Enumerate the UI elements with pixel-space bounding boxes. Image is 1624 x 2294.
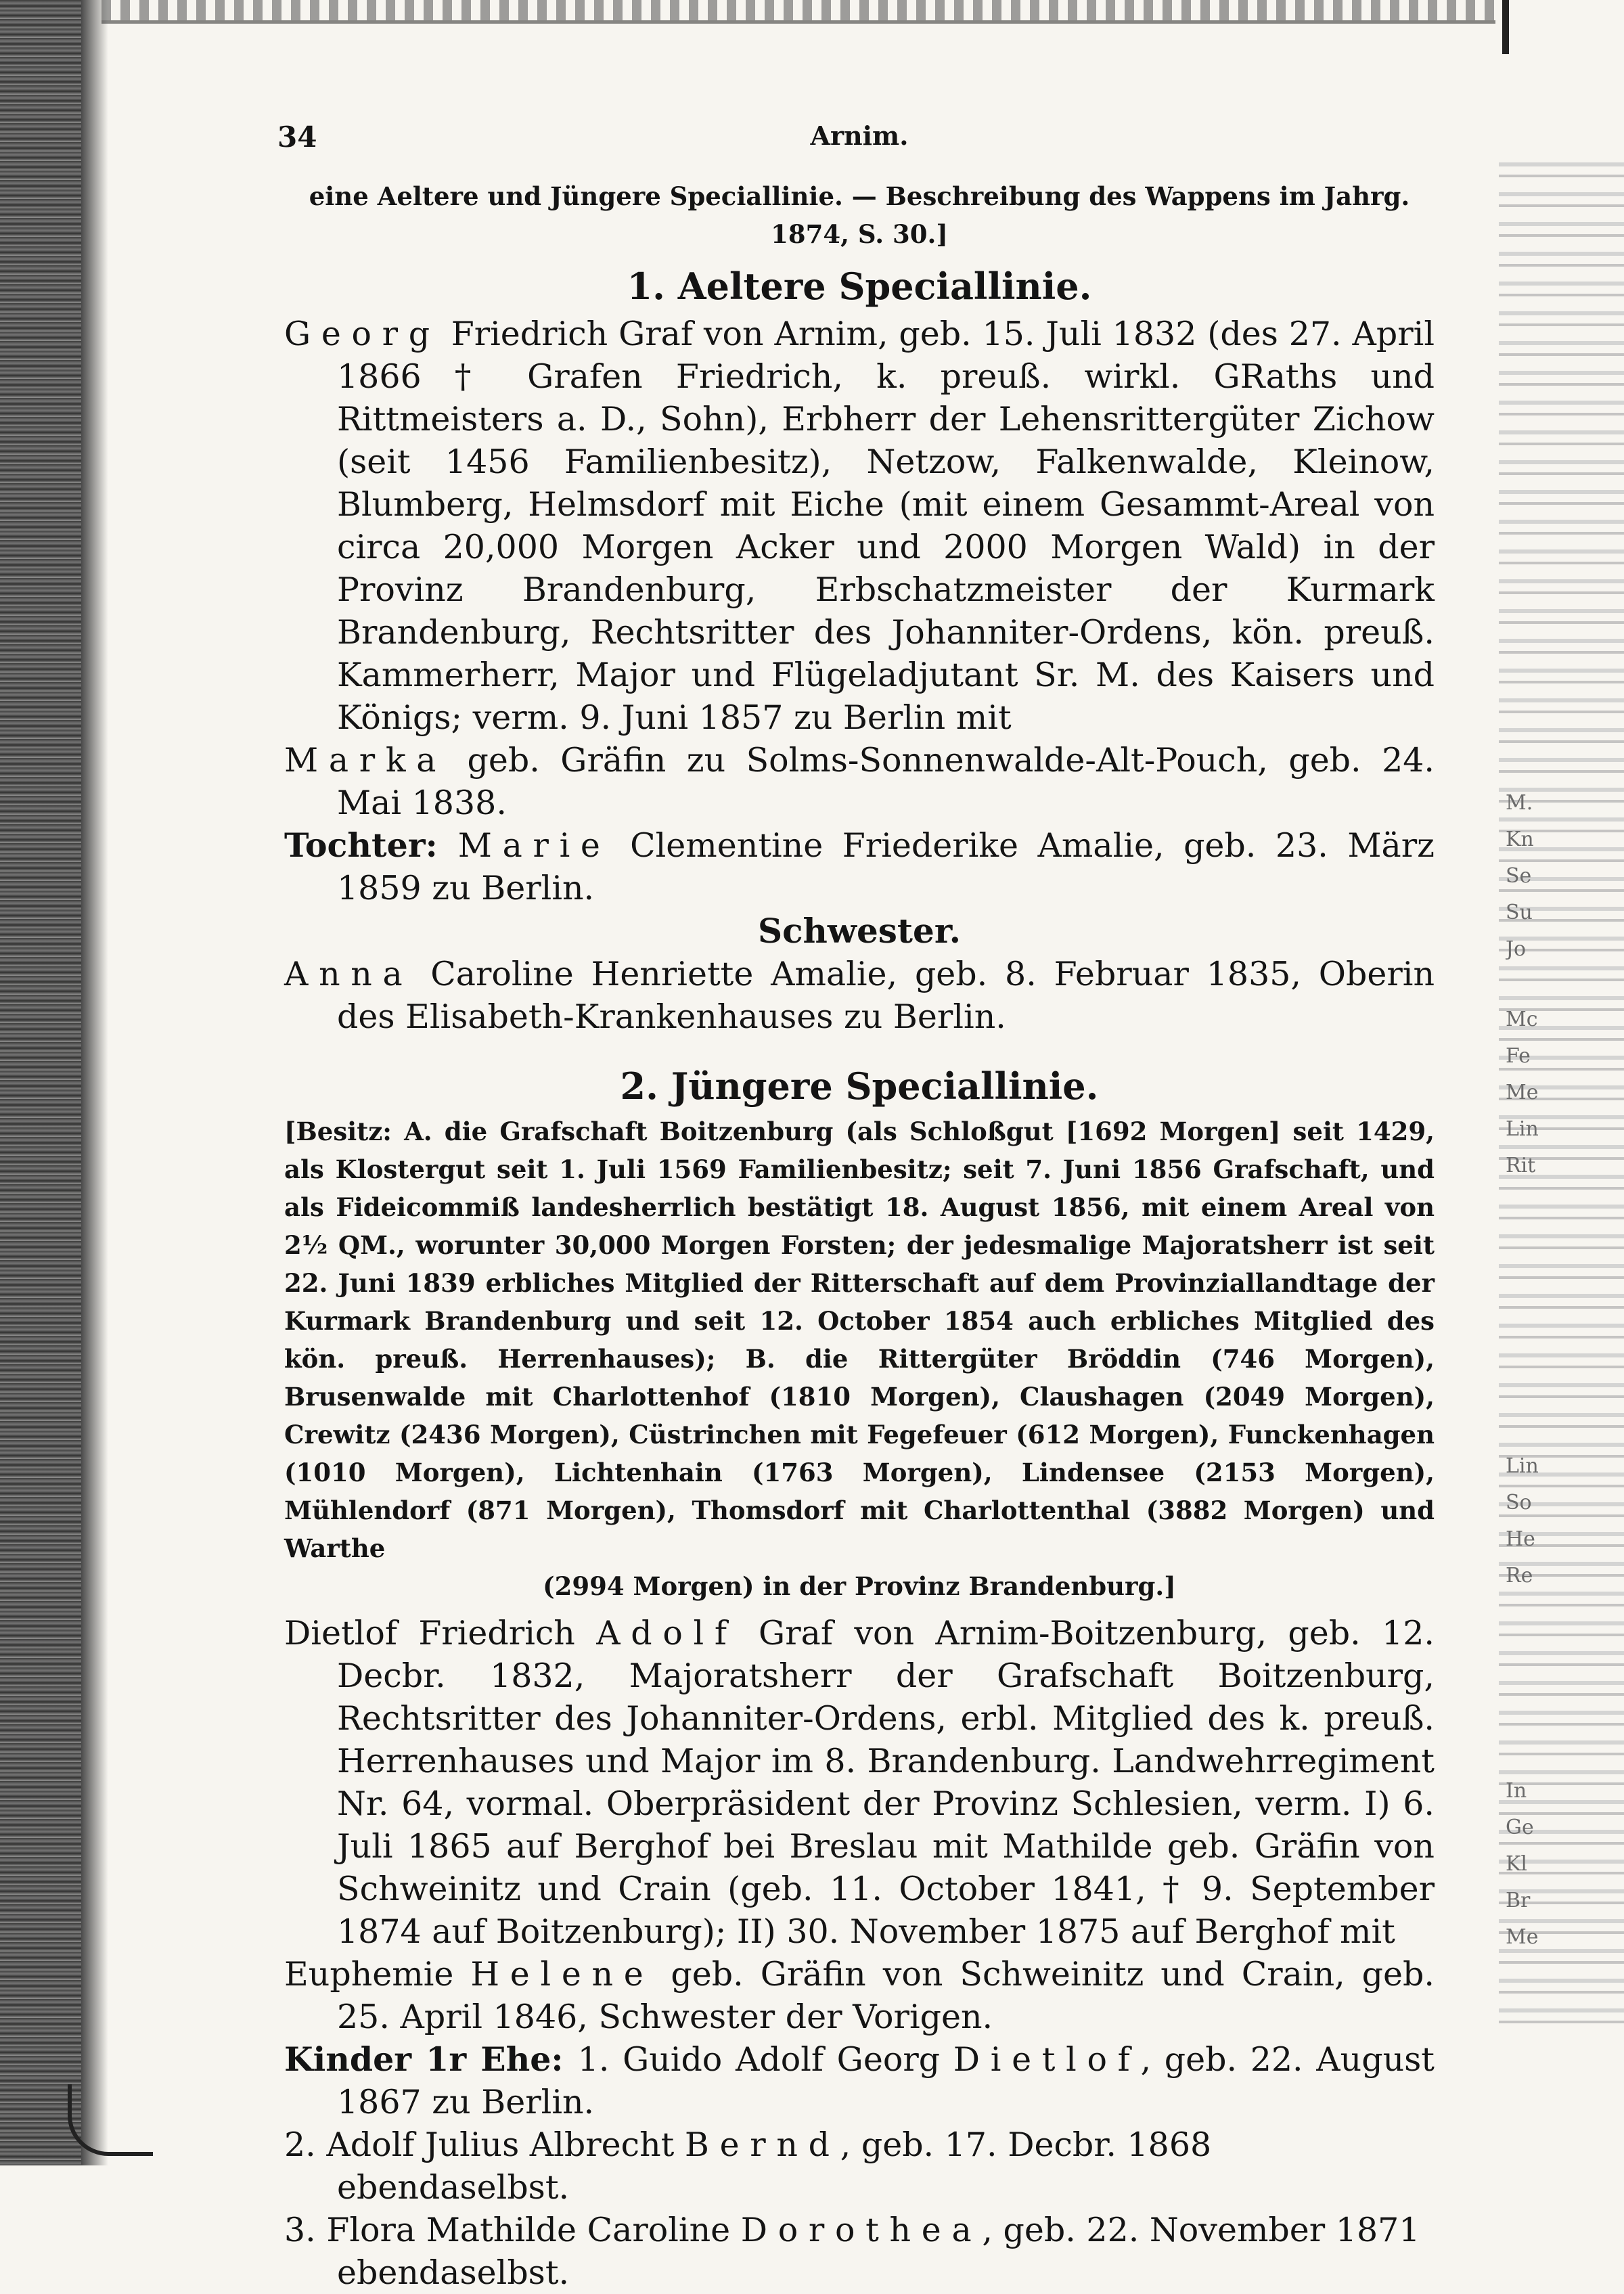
- section-heading-aeltere: 1. Aeltere Speciallinie.: [627, 265, 1092, 308]
- entry-text: geb. Gräfin von Schweinitz und Crain, geb. 25. April 1846, Schwester der Vorigen.: [337, 1955, 1435, 2036]
- besitz-paragraph-end: (2994 Morgen) in der Provinz Brandenburg.]: [543, 1571, 1176, 1601]
- entry-label: Tochter:: [284, 826, 458, 865]
- child-name: Dietlof: [953, 2040, 1141, 2079]
- child-name: Dorothea: [740, 2211, 983, 2249]
- intro-line: 1874, S. 30.]: [771, 219, 948, 249]
- entry-child-2: [284, 2123, 1435, 2209]
- bleed-through-fragment: Mc Fe Me Lin Rit: [1506, 1008, 1539, 1177]
- bleed-through-fragment: M. Kn Se Su Jo: [1506, 791, 1534, 961]
- entry-text: Graf von Arnim-Boitzenburg, geb. 12. Decbr. 1832, Majoratsherr der Grafschaft Boitzenburg, Rechtsritter des Johanniter-Ordens, erbl. Mitglied des k. preuß. Herrenhauses und Major im 8. Brandenburg. Landwehrregiment Nr. 64, vormal. Oberpräsident der Provinz Schlesien, verm. I) 6. Juli 1865 auf Berghof bei Breslau mit Mathilde geb. Gräfin von Schweinitz und Crain (geb. 11. October 1841, † 9. September 1874 auf Boitzenburg); II) 30. November 1875 auf Berghof mit: [337, 1614, 1435, 1951]
- entry-tochter: [284, 824, 1435, 909]
- entry-marka: [284, 739, 1435, 824]
- entry-prefix: Euphemie: [284, 1955, 471, 1994]
- besitz-paragraph: [Besitz: A. die Grafschaft Boitzenburg (als Schloßgut [1692 Morgen] seit 1429, als Klostergut seit 1. Juli 1569 Familienbesitz; seit 7. Juni 1856 Grafschaft, und als Fideicommiß landesherrlich bestätigt 18. August 1856, mit einem Areal von 2½ QM., worunter 30,000 Morgen Forsten; der jedesmalige Majoratsherr ist seit 22. Juni 1839 erbliches Mitglied der Ritterschaft auf dem Provinziallandtage der Kurmark Brandenburg und seit 12. October 1854 auch erbliches Mitglied des kön. preuß. Herrenhauses); B. die Rittergüter Bröddin (746 Morgen), Brusenwalde mit Charlottenhof (1810 Morgen), Claushagen (2049 Morgen), Crewitz (2436 Morgen), Cüstrinchen mit Fegefeuer (612 Morgen), Funckenhagen (1010 Morgen), Lichtenhain (1763 Morgen), Lindensee (2153 Morgen), Mühlendorf (871 Morgen), Thomsdorf mit Charlottenthal (3882 Morgen) und Warthe: [284, 1117, 1435, 1563]
- page-header: [277, 120, 1441, 158]
- bleed-through-fragment: Lin So He Re: [1506, 1454, 1539, 1588]
- entry-dietlof: [284, 1612, 1435, 1953]
- entry-name: Adolf: [596, 1614, 738, 1652]
- bleed-through-fragment: In Ge Kl Br Me: [1506, 1779, 1539, 1949]
- entry-name: Marka: [284, 741, 447, 780]
- scan-left-shadow: [81, 0, 108, 2165]
- running-head: Arnim.: [810, 120, 909, 151]
- child-text: , geb. 22. August 1867 zu Berlin.: [337, 2040, 1435, 2121]
- entry-text: geb. Gräfin zu Solms-Sonnenwalde-Alt-Pouch, geb. 24. Mai 1838.: [337, 741, 1435, 822]
- section-heading-juengere: 2. Jüngere Speciallinie.: [620, 1064, 1099, 1108]
- entry-child-3: [284, 2209, 1435, 2294]
- entry-name: Georg: [284, 315, 441, 353]
- page-number: 34: [277, 120, 317, 154]
- child-prefix: 2. Adolf Julius Albrecht: [284, 2126, 685, 2164]
- child-text: , geb. 22. November 1871 ebendaselbst.: [337, 2211, 1420, 2292]
- entry-anna: [284, 953, 1435, 1038]
- page-body: [284, 177, 1435, 2294]
- entry-label: Kinder 1r Ehe:: [284, 2040, 578, 2079]
- entry-text: Friedrich Graf von Arnim, geb. 15. Juli 1832 (des 27. April 1866 † Grafen Friedrich, k. preuß. wirkl. GRaths und Rittmeisters a. D., Sohn), Erbherr der Lehensrittergüter Zichow (seit 1456 Familienbesitz), Netzow, Falkenwalde, Kleinow, Blumberg, Helmsdorf mit Eiche (mit einem Gesammt-Areal von circa 20,000 Morgen Acker und 2000 Morgen Wald) in der Provinz Brandenburg, Erbschatzmeister der Kurmark Brandenburg, Rechtsritter des Johanniter-Ordens, kön. preuß. Kammerherr, Major und Flügeladjutant Sr. M. des Kaisers und Königs; verm. 9. Juni 1857 zu Berlin mit: [337, 315, 1435, 737]
- entry-georg: [284, 313, 1435, 739]
- scan-bottom-left-mark: [68, 2084, 153, 2156]
- entry-euphemie: [284, 1953, 1435, 2038]
- intro-line: eine Aeltere und Jüngere Speciallinie. — Beschreibung des Wappens im Jahrg.: [309, 181, 1410, 211]
- entry-name: Anna: [284, 955, 413, 993]
- child-prefix: 3. Flora Mathilde Caroline: [284, 2211, 741, 2249]
- child-prefix: 1. Guido Adolf Georg: [577, 2040, 953, 2079]
- entry-name: Helene: [470, 1955, 654, 1994]
- scan-top-right-mark: [1502, 0, 1509, 54]
- child-name: Bernd: [684, 2126, 840, 2164]
- entry-prefix: Dietlof Friedrich: [284, 1614, 597, 1652]
- child-text: , geb. 17. Decbr. 1868 ebendaselbst.: [337, 2126, 1212, 2207]
- subheading-schwester: Schwester.: [758, 911, 961, 951]
- scan-top-border: [102, 0, 1495, 24]
- entry-name: Marie: [457, 826, 611, 865]
- entry-kinder: [284, 2038, 1435, 2123]
- entry-text: Clementine Friederike Amalie, geb. 23. März 1859 zu Berlin.: [337, 826, 1435, 907]
- entry-text: Caroline Henriette Amalie, geb. 8. Februar 1835, Oberin des Elisabeth-Krankenhauses zu Berlin.: [337, 955, 1435, 1036]
